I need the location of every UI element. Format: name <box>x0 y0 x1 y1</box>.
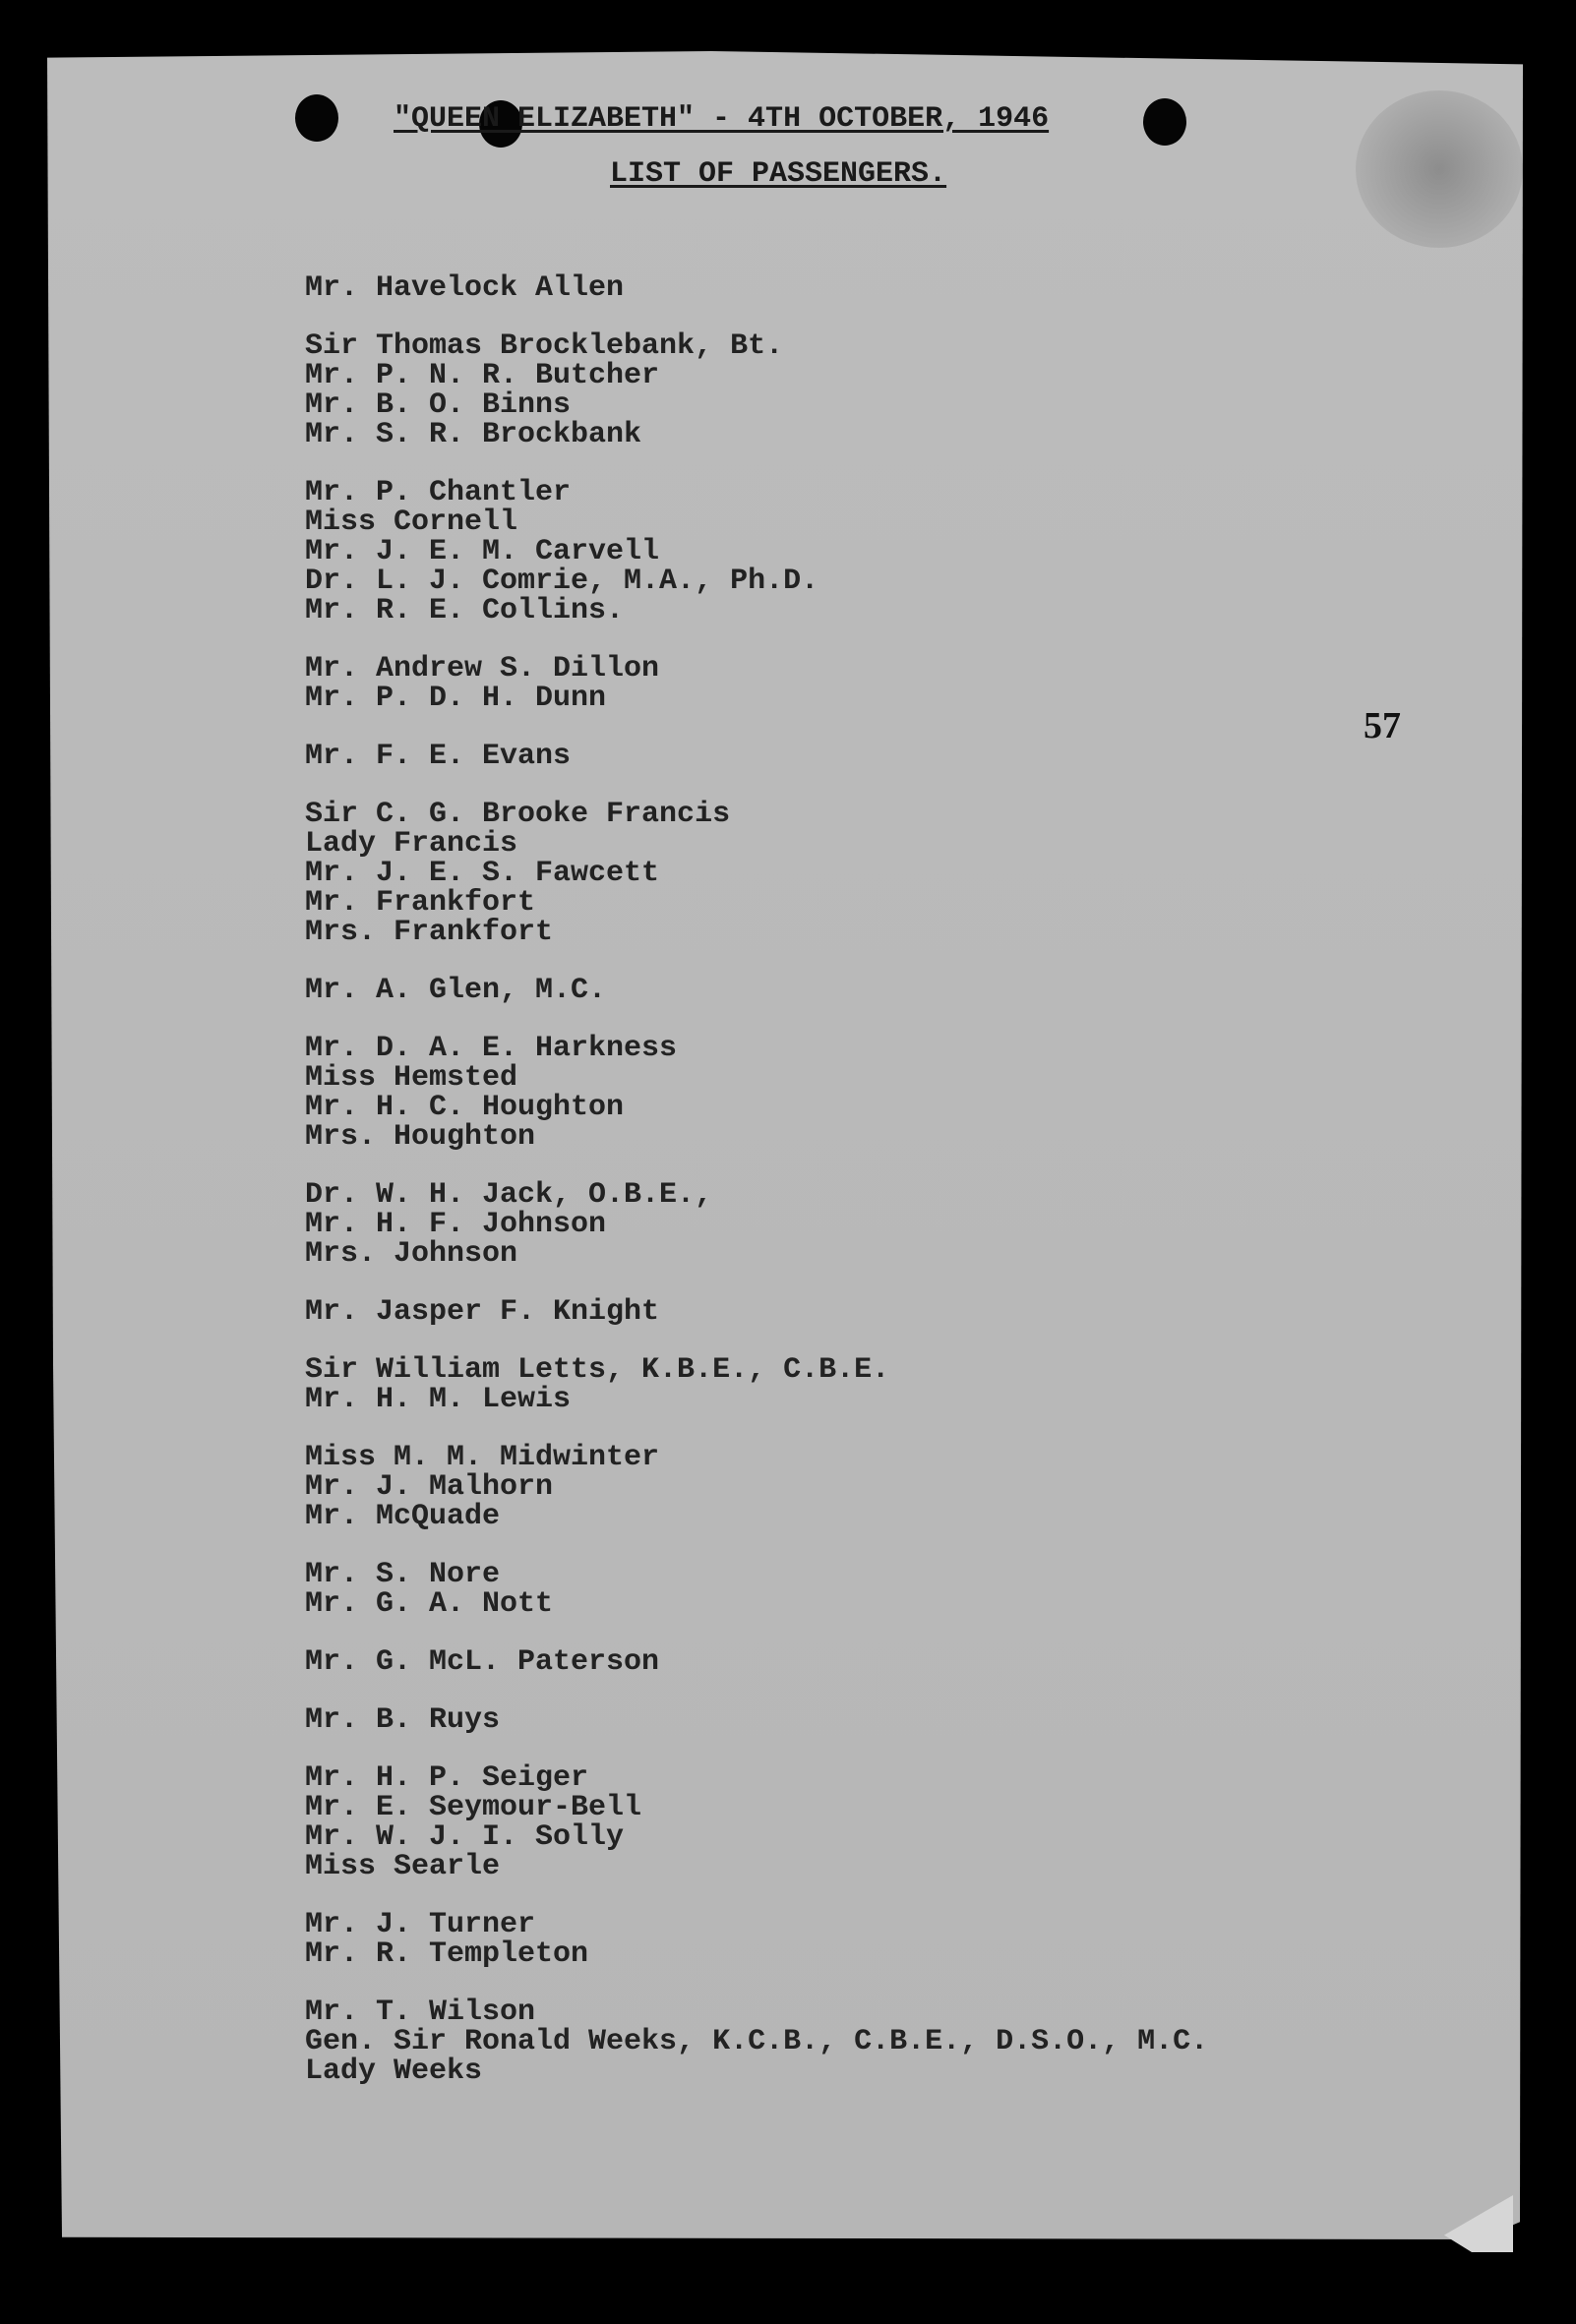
passenger-name: Mr. R. Templeton <box>305 1937 589 1971</box>
passenger-name: Sir William Letts, K.B.E., C.B.E. <box>305 1353 890 1387</box>
passenger-name: Mr. S. Nore <box>305 1558 501 1591</box>
passenger-name: Dr. W. H. Jack, O.B.E., <box>305 1178 713 1212</box>
passenger-name: Mr. D. A. E. Harkness <box>305 1032 678 1065</box>
passenger-name: Mrs. Frankfort <box>305 916 554 949</box>
passenger-name: Miss Cornell <box>305 506 518 539</box>
passenger-group <box>305 331 1208 449</box>
passenger-name: Sir Thomas Brocklebank, Bt. <box>305 329 784 363</box>
passenger-name: Mr. J. Turner <box>305 1908 536 1941</box>
passenger-group <box>305 273 1208 303</box>
passenger-group <box>305 1763 1208 1881</box>
passenger-name: Mr. B. O. Binns <box>305 388 572 422</box>
passenger-group <box>305 800 1208 947</box>
passenger-name: Mr. R. E. Collins. <box>305 594 625 627</box>
passenger-name: Dr. L. J. Comrie, M.A., Ph.D. <box>305 565 819 598</box>
punch-hole-right <box>1143 98 1186 146</box>
passenger-name: Mr. G. McL. Paterson <box>305 1645 660 1679</box>
passenger-name: Mr. T. Wilson <box>305 1996 536 2029</box>
passenger-name: Mr. J. Malhorn <box>305 1470 554 1504</box>
passenger-group <box>305 742 1208 771</box>
passenger-name: Mr. H. C. Houghton <box>305 1091 625 1124</box>
page-number-stamp: 57 <box>1364 705 1401 746</box>
passenger-name: Mr. McQuade <box>305 1500 501 1533</box>
page-title: "QUEEN ELIZABETH" - 4TH OCTOBER, 1946 <box>394 102 1050 136</box>
passenger-name: Mrs. Johnson <box>305 1237 518 1271</box>
passenger-name: Mr. P. D. H. Dunn <box>305 682 607 715</box>
passenger-group <box>305 654 1208 713</box>
passenger-name: Mr. J. E. M. Carvell <box>305 535 660 568</box>
passenger-name: Lady Weeks <box>305 2055 483 2088</box>
passenger-group <box>305 1647 1208 1677</box>
passenger-name: Mr. H. P. Seiger <box>305 1761 589 1795</box>
passenger-group <box>305 976 1208 1005</box>
passenger-name: Mr. H. M. Lewis <box>305 1383 572 1416</box>
passenger-name: Miss M. M. Midwinter <box>305 1441 660 1474</box>
passenger-name: Mr. Andrew S. Dillon <box>305 652 660 685</box>
passenger-group <box>305 1705 1208 1735</box>
passenger-group <box>305 1560 1208 1619</box>
passenger-group <box>305 1355 1208 1414</box>
passenger-name: Sir C. G. Brooke Francis <box>305 798 731 831</box>
passenger-group <box>305 1910 1208 1969</box>
passenger-name: Mr. W. J. I. Solly <box>305 1820 625 1854</box>
passenger-group <box>305 1297 1208 1327</box>
passenger-group <box>305 1997 1208 2086</box>
passenger-name: Miss Hemsted <box>305 1061 518 1095</box>
passenger-list <box>305 273 1208 2115</box>
passenger-name: Mr. P. N. R. Butcher <box>305 359 660 392</box>
passenger-name: Mr. E. Seymour-Bell <box>305 1791 642 1824</box>
passenger-name: Mrs. Houghton <box>305 1120 536 1154</box>
passenger-name: Mr. B. Ruys <box>305 1703 501 1737</box>
passenger-name: Mr. J. E. S. Fawcett <box>305 857 660 890</box>
punch-hole-left <box>295 94 338 142</box>
passenger-name: Lady Francis <box>305 827 518 861</box>
passenger-name: Gen. Sir Ronald Weeks, K.C.B., C.B.E., D.S.O., M.C. <box>305 2025 1209 2058</box>
passenger-name: Mr. G. A. Nott <box>305 1587 554 1621</box>
passenger-group <box>305 478 1208 626</box>
passenger-name: Mr. A. Glen, M.C. <box>305 974 607 1007</box>
passenger-name: Mr. H. F. Johnson <box>305 1208 607 1241</box>
passenger-name: Mr. Jasper F. Knight <box>305 1295 660 1329</box>
passenger-name: Mr. S. R. Brockbank <box>305 418 642 451</box>
passenger-name: Mr. P. Chantler <box>305 476 572 509</box>
passenger-name: Mr. F. E. Evans <box>305 740 572 773</box>
passenger-name: Miss Searle <box>305 1850 501 1883</box>
passenger-group <box>305 1034 1208 1152</box>
passenger-group <box>305 1180 1208 1269</box>
passenger-name: Mr. Havelock Allen <box>305 271 625 305</box>
ink-stain <box>1356 90 1523 248</box>
list-heading: LIST OF PASSENGERS. <box>610 157 947 191</box>
passenger-group <box>305 1443 1208 1531</box>
passenger-name: Mr. Frankfort <box>305 886 536 920</box>
